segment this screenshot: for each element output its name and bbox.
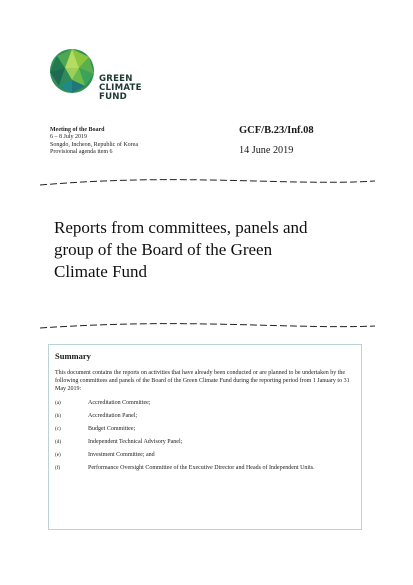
list-text: Budget Committee; [88, 426, 136, 432]
list-marker: (b) [55, 413, 62, 419]
title-line: Climate Fund [54, 262, 148, 281]
list-marker: (c) [55, 426, 61, 432]
document-date: 14 June 2019 [239, 145, 294, 156]
summary-box [48, 344, 362, 530]
list-text: Accreditation Panel; [88, 413, 138, 419]
logo-wordmark [99, 75, 142, 103]
list-marker: (d) [55, 439, 62, 445]
meeting-location: Songdo, Incheon, Republic of Korea [50, 141, 138, 148]
title-line: Reports from committees, panels and [54, 218, 308, 237]
list-item [55, 399, 355, 407]
list-item [55, 412, 355, 420]
list-item [55, 438, 355, 446]
logo-line-1: GREEN [99, 74, 133, 84]
committee-list [55, 399, 355, 472]
title-line: group of the Board of the Green [54, 240, 273, 259]
list-marker: (e) [55, 452, 61, 458]
gcf-logo [49, 48, 149, 110]
divider-wave-top [40, 178, 375, 188]
document-code: GCF/B.23/Inf.08 [239, 125, 314, 136]
list-item [55, 464, 355, 472]
summary-text: This document contains the reports on activities that have already been conducted or are planned to be undertaken by the following committees and panels of the Board of the Green Climate Fund during the reporting period from 1 January to 31 May 2019: [55, 370, 350, 392]
meeting-agenda: Provisional agenda item 6 [50, 149, 113, 156]
list-marker: (f) [55, 465, 61, 471]
list-text: Accreditation Committee; [88, 400, 151, 406]
list-text: Performance Oversight Committee of the Executive Director and Heads of Independent Units. [88, 465, 315, 471]
document-id [239, 125, 314, 156]
meeting-heading: Meeting of the Board [50, 127, 105, 133]
logo-line-2: CLIMATE [99, 83, 142, 94]
list-text: Independent Technical Advisory Panel; [88, 439, 183, 445]
meeting-info [50, 127, 220, 157]
summary-heading: Summary [55, 351, 91, 361]
logo-line-3: FUND [99, 92, 127, 103]
list-item [55, 451, 355, 459]
list-text: Investment Committee; and [88, 452, 155, 458]
list-marker: (a) [55, 400, 61, 406]
page-title [54, 217, 374, 283]
divider-wave-bottom [40, 322, 375, 332]
globe-icon [49, 48, 95, 94]
meeting-dates: 6 – 8 July 2019 [50, 134, 88, 141]
list-item [55, 425, 355, 433]
